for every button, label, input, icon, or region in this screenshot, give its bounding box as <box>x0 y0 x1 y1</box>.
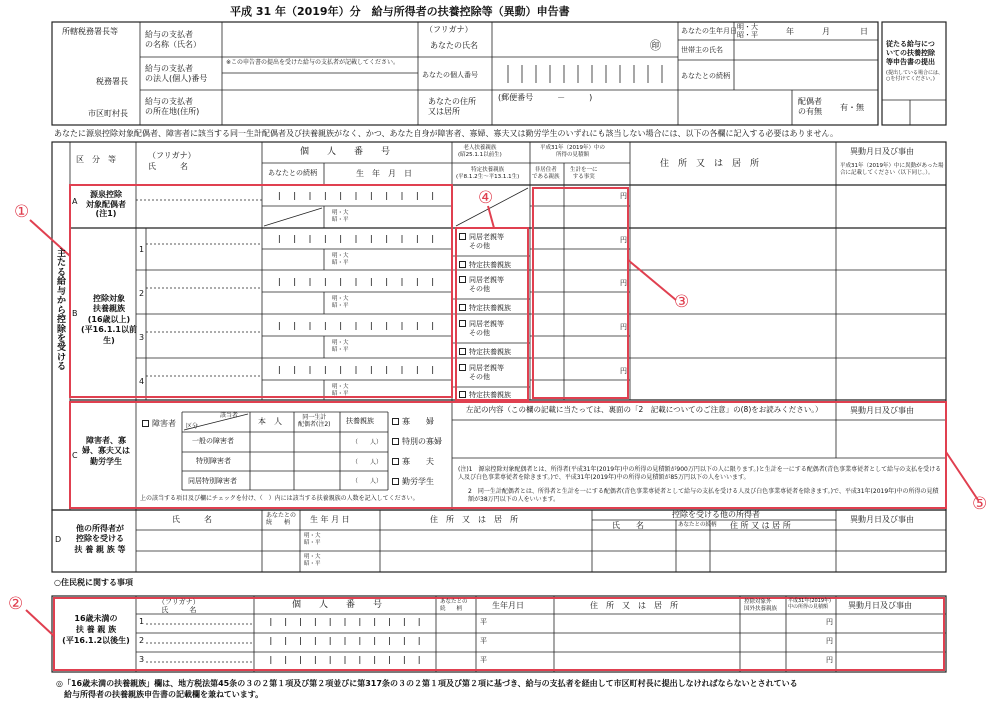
month-label: 月 <box>822 27 830 36</box>
annotation-marker-5: ⑤ <box>972 494 988 514</box>
rt-birth-label: 生年月日 <box>492 601 524 610</box>
row-a-label: 源泉控除 対象配偶者 (注1) <box>86 190 126 219</box>
col-income: 平成31年（2019年）中の 所得の見積額 <box>540 145 605 158</box>
birth-date-label: あなたの生年月日 <box>681 27 737 35</box>
rt-change-label: 異動月日及び事由 <box>848 601 912 610</box>
row-b4-yen: 円 <box>620 367 627 375</box>
checkbox-special-widow[interactable]: 特別の寡婦 <box>392 438 442 446</box>
checkbox-b1-other[interactable]: その他 <box>469 242 490 250</box>
resident-tax-label: 16歳未満の 扶 養 親 族 (平16.1.2以後生) <box>62 614 130 645</box>
rt-income-label: 平成31年(2019年) 中の所得の見積額 <box>788 598 831 610</box>
annotation-line-5 <box>946 452 978 500</box>
annotation-box-3 <box>533 188 628 398</box>
checkbox-student[interactable]: 勤労学生 <box>392 478 434 486</box>
payer-number-label: 給与の支払者 の法人(個人)番号 <box>145 64 208 84</box>
payer-address-label: 給与の支払者 の所在地(住所) <box>145 97 200 117</box>
postal-code: (郵便番号 － ) <box>498 93 593 102</box>
rt-era-2: 平 <box>480 637 487 645</box>
side-box-label: 従たる給与につ いての扶養控除 等申告書の提出 <box>886 40 935 66</box>
row-b-label: 控除対象 扶養親族 (16歳以上) (平16.1.1以前生) <box>81 294 137 345</box>
row-b-number-2: 2 <box>139 289 145 298</box>
row-b-number-3: 3 <box>139 333 145 342</box>
c-row3: 同居特別障害者 <box>188 477 237 485</box>
birth-era: 明・大 昭・平 <box>737 23 758 39</box>
checkbox-b4-cohabit[interactable]: 同居老親等 <box>459 364 504 372</box>
relationship-label: あなたとの続柄 <box>681 72 730 80</box>
spouse-label: 配偶者 の有無 <box>798 97 822 117</box>
payer-number-note: ※この申告書の提出を受けた給与の支払者が記載してください。 <box>226 59 400 66</box>
checkbox-widow[interactable]: 寡 婦 <box>392 418 434 426</box>
checkbox-b3-specific[interactable]: 特定扶養親族 <box>459 348 511 356</box>
c-dependents-label: 扶養親族 <box>346 417 374 425</box>
checkbox-widower[interactable]: 寡 夫 <box>392 458 434 466</box>
resident-tax-heading: ○住民税に関する事項 <box>54 578 133 587</box>
your-number-label: あなたの個人番号 <box>422 71 478 79</box>
change-note: 平成31年（2019年）中に異動があった場合に記載してください（以下同じ。）。 <box>840 163 944 176</box>
c-note-2: 2 同一生計配偶者とは、所得者と生計を一にする配偶者(青色事業専従者として給与の支払を受ける人及び白色事業専従者を除きます。)で、平成31年(2019年)中の所得の見積額が38万円以下の人をいいます。 <box>468 488 939 503</box>
row-b4-era: 明・大 昭・平 <box>332 384 349 397</box>
row-b-number-4: 4 <box>139 377 145 386</box>
c-same-spouse-label: 同一生計 配偶者(注2) <box>298 414 331 429</box>
row-b3-yen: 円 <box>620 323 627 331</box>
col-change: 異動月日及び事由 <box>850 147 914 156</box>
annotation-marker-2: ② <box>8 594 24 614</box>
col-elderly: 老人扶養親族 (昭25.1.1以前生) <box>458 145 502 158</box>
col-birth: 生 年 月 日 <box>356 169 412 178</box>
section-c-letter: C <box>72 451 78 460</box>
row-a-yen: 円 <box>620 192 627 200</box>
d-other-relation-label: あなたとの続柄 <box>678 522 717 528</box>
d-other-name-label: 氏 名 <box>612 521 644 530</box>
d-birth-label: 生 年 月 日 <box>310 515 350 524</box>
annotation-line-3 <box>628 260 676 300</box>
rt-yen-3: 円 <box>826 656 833 664</box>
row-b2-era: 明・大 昭・平 <box>332 296 349 309</box>
main-side-label: 主たる給与から控除を受ける <box>56 249 66 373</box>
checkbox-b1-cohabit[interactable]: 同居老親等 <box>459 233 504 241</box>
col-specific: 特定扶養親族 (平8.1.2生～平13.1.1生) <box>456 167 520 180</box>
col-number: 個 人 番 号 <box>300 147 391 157</box>
tax-office-head: 所轄税務署長等 <box>62 27 118 36</box>
annotation-line-4 <box>488 206 494 228</box>
row-a-letter: A <box>72 197 78 206</box>
spouse-options[interactable]: 有・無 <box>840 103 864 112</box>
side-box-note: (提出している場合には、○を付けてください。) <box>886 70 943 82</box>
row-b1-yen: 円 <box>620 236 627 244</box>
form-title: 平成 31 年（2019年）分 給与所得者の扶養控除等（異動）申告書 <box>230 5 570 18</box>
row-b-letter: B <box>72 309 78 318</box>
rt-row-1: 1 <box>139 617 145 626</box>
checkbox-b1-specific[interactable]: 特定扶養親族 <box>459 261 511 269</box>
checkbox-b4-specific[interactable]: 特定扶養親族 <box>459 391 511 399</box>
section-d-letter: D <box>55 535 62 544</box>
annotation-marker-1: ① <box>14 202 30 222</box>
d-address-label: 住 所 又 は 居 所 <box>430 515 518 524</box>
checkbox-b3-cohabit[interactable]: 同居老親等 <box>459 320 504 328</box>
d-name-label: 氏 名 <box>172 515 212 524</box>
c-details-label: 左記の内容（この欄の記載に当たっては、裏面の「2 記載についてのご注意」の(8)をお読みください。） <box>466 405 823 414</box>
rt-address-label: 住 所 又 は 居 所 <box>590 601 678 610</box>
row-b2-yen: 円 <box>620 279 627 287</box>
c-row1: 一般の障害者 <box>192 437 234 445</box>
furigana-label: （フリガナ） <box>425 25 473 34</box>
c-persons-3: （ 人） <box>352 478 383 485</box>
c-change-label: 異動月日及び事由 <box>850 406 914 415</box>
rt-era-1: 平 <box>480 618 487 626</box>
rt-name-label: （フリガナ） 氏 名 <box>158 598 200 615</box>
d-relation-label: あなたとの 続 柄 <box>266 512 297 527</box>
c-persons-2: （ 人） <box>352 459 383 466</box>
section-c-label: 障害者、寡 婦、寡夫又は 勤労学生 <box>82 436 130 466</box>
c-persons-1: （ 人） <box>352 439 383 446</box>
annotation-marker-4: ④ <box>478 188 494 208</box>
checkbox-b3-other[interactable]: その他 <box>469 329 490 337</box>
rt-row-3: 3 <box>139 655 145 664</box>
householder-label: 世帯主の氏名 <box>681 46 723 54</box>
col-nonresident: 非居住者 である親族 <box>532 167 560 180</box>
col-address: 住 所 又 は 居 所 <box>660 159 760 169</box>
rt-number-label: 個 人 番 号 <box>292 600 383 610</box>
tax-office-suffix: 税務署長 <box>96 77 128 86</box>
checkbox-b2-cohabit[interactable]: 同居老親等 <box>459 276 504 284</box>
annotation-marker-3: ③ <box>674 292 690 312</box>
your-address-label: あなたの住所 又は居所 <box>428 97 476 117</box>
d-other-address-label: 住 所 又 は 居 所 <box>730 521 791 530</box>
checkbox-b2-specific[interactable]: 特定扶養親族 <box>459 304 511 312</box>
municipality-suffix: 市区町村長 <box>88 109 128 118</box>
day-label: 日 <box>860 27 868 36</box>
col-name: （フリガナ） 氏 名 <box>148 151 196 172</box>
checkbox-disabled[interactable]: 障害者 <box>142 420 176 428</box>
checkbox-b2-other[interactable]: その他 <box>469 285 490 293</box>
d-other-earner-label: 控除を受ける他の所得者 <box>672 510 760 519</box>
c-applicable-label: 該当者 <box>220 412 239 419</box>
col-category: 区 分 等 <box>76 155 116 164</box>
your-name-label: あなたの氏名 <box>430 41 478 50</box>
row-b-number-1: 1 <box>139 245 145 254</box>
d-era-1: 明・大 昭・平 <box>304 533 321 546</box>
d-change-label: 異動月日及び事由 <box>850 515 914 524</box>
rt-row-2: 2 <box>139 636 145 645</box>
row-b1-era: 明・大 昭・平 <box>332 253 349 266</box>
col-relation: あなたとの続柄 <box>268 169 317 177</box>
c-note-1: (注)1 源泉控除対象配偶者とは、所得者(平成31年(2019年)中の所得の見積額が900万円以下の人に限ります。)と生計を一にする配偶者(青色事業専従者として給与の支払を受ける人及び白色事業専従者を除きます。)で、平成31年(2019年)中の所得の見積額が85万円以下の人をいいます。 <box>458 466 942 481</box>
row-a-era: 明・大 昭・平 <box>332 210 349 223</box>
rt-overseas-label: 控除対象外 国外扶養親族 <box>744 599 778 612</box>
col-livelihood: 生計を一に する事実 <box>570 167 598 180</box>
footer-note: ◎「16歳未満の扶養親族」欄は、地方税法第45条の３の２第１項及び第２項並びに第317条の３の２第１項及び第２項に基づき、給与の支払者を経由して市区町村長に提出しなければならないとされている 給与所得者の扶養親族申告書の記載欄を兼ねています。 <box>56 679 798 699</box>
annotation-line-2 <box>26 610 54 636</box>
rt-era-3: 平 <box>480 656 487 664</box>
instruction-text: あなたに源泉控除対象配偶者、障害者に該当する同一生計配偶者及び扶養親族がなく、かつ、あなた自身が障害者、寡婦、寡夫又は勤労学生のいずれにも該当しない場合には、以下の各欄に記入する必要はありません。 <box>54 129 838 138</box>
year-label: 年 <box>786 27 794 36</box>
rt-yen-1: 円 <box>826 618 833 626</box>
checkbox-b4-other[interactable]: その他 <box>469 373 490 381</box>
c-self-label: 本 人 <box>258 417 282 426</box>
section-d-label: 他の所得者が 控除を受ける 扶 養 親 族 等 <box>74 524 126 554</box>
d-era-2: 明・大 昭・平 <box>304 554 321 567</box>
c-bottom-note: 上の該当する項目及び欄にチェックを付け、（ ）内には該当する扶養親族の人数を記入してください。 <box>140 495 419 502</box>
row-b3-era: 明・大 昭・平 <box>332 340 349 353</box>
payer-name-label: 給与の支払者 の名称（氏名） <box>145 30 201 50</box>
c-row2: 特別障害者 <box>196 457 231 465</box>
rt-yen-2: 円 <box>826 637 833 645</box>
rt-relation-label: あなたとの 続 柄 <box>440 599 468 612</box>
seal-mark: ㊞ <box>650 39 661 52</box>
c-category-label: 区分 <box>186 423 199 430</box>
